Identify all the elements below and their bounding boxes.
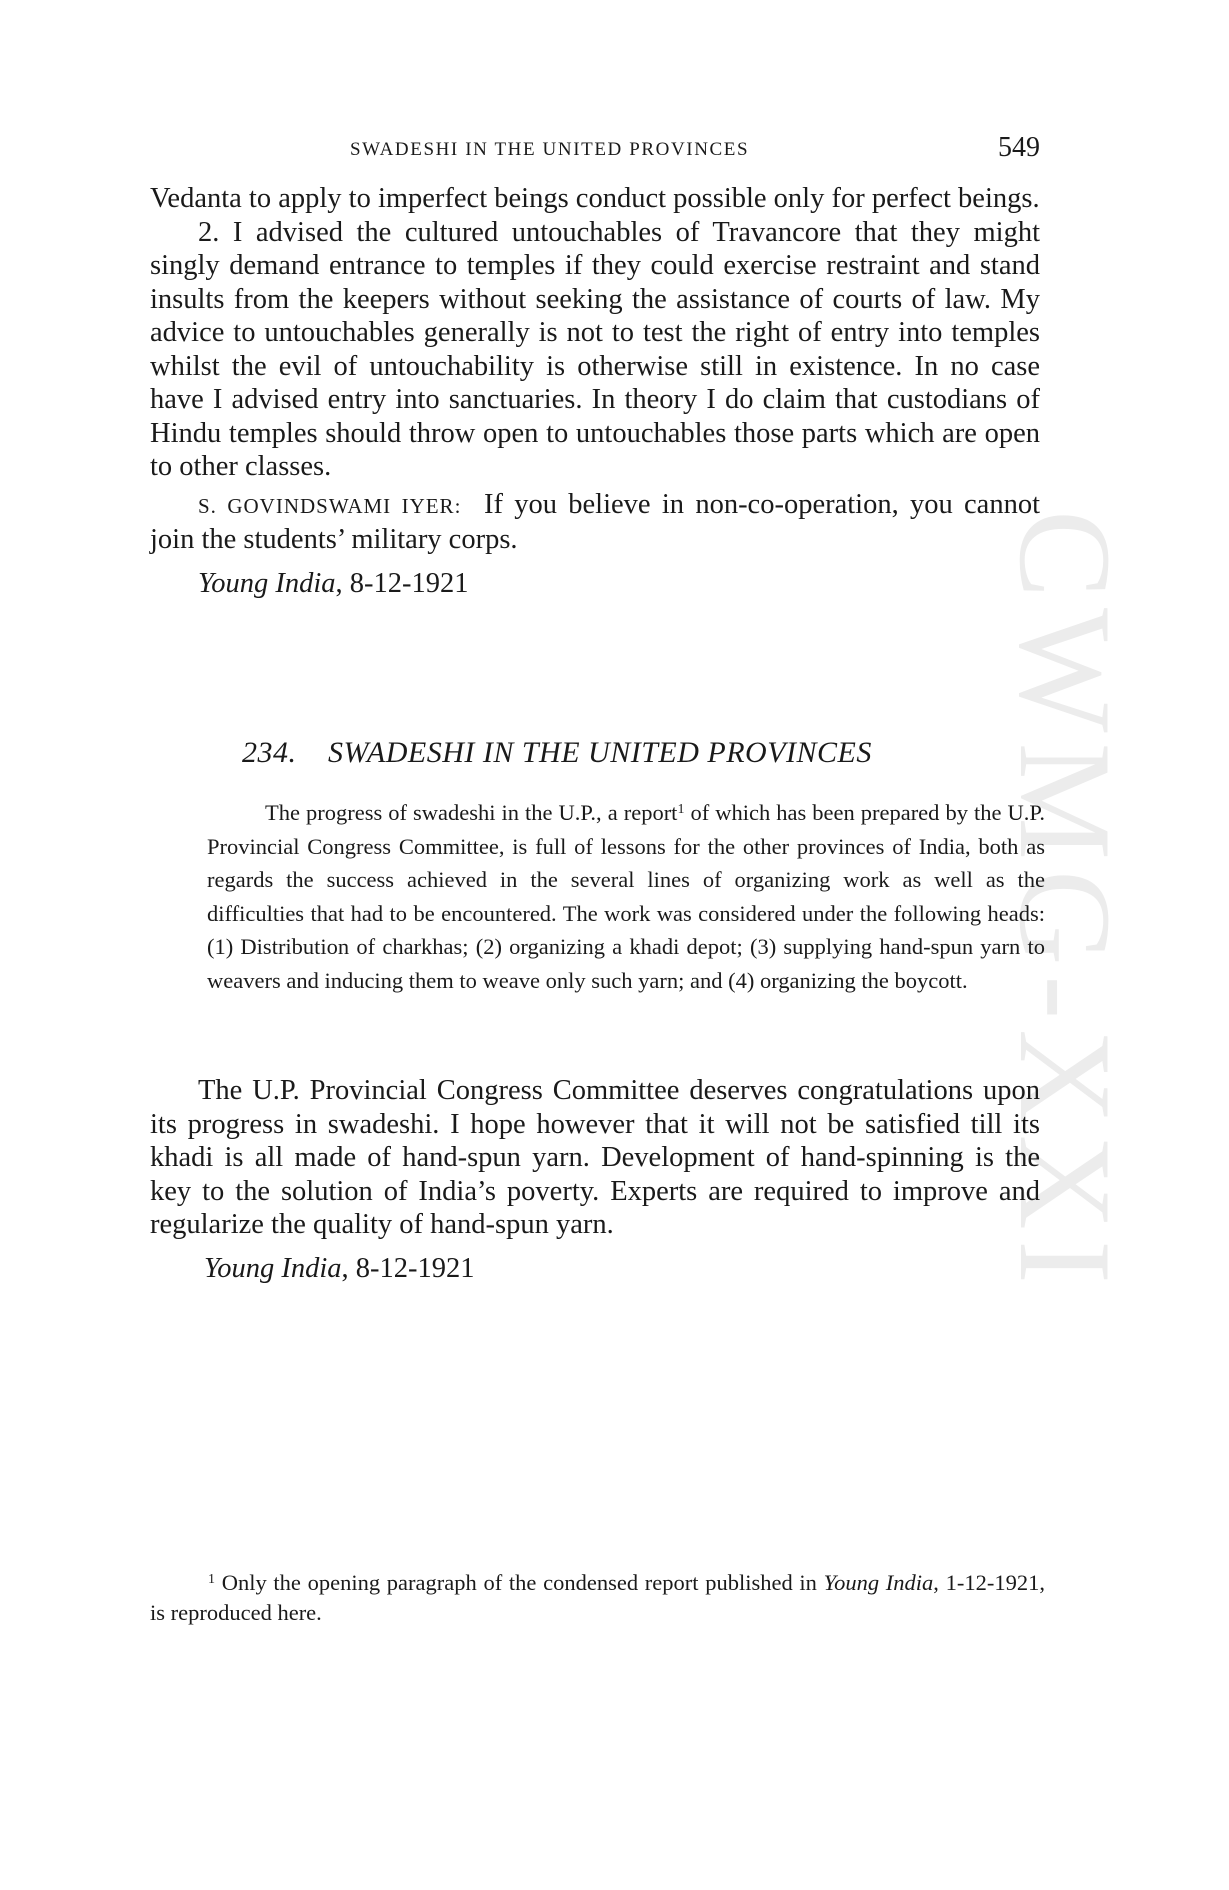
quoted-paragraph: The progress of swadeshi in the U.P., a report$^1$ of which has been prepared by the U.P. Provincial Congress Committee, is full of lessons for the other provinces of India, both as regards the success achieved in the several lines of organizing work as well as the difficulties that had to be encountered. The work was considered under the following heads: (1) Distribution of charkhas; (2) organizing a khadi depot; (3) supplying hand-spun yarn to weavers and inducing them to weave only such yarn; and (4) organizing the boycott. bbox=[207, 800, 1045, 993]
paragraph-continued: Vedanta to apply to imperfect beings conduct possible only for perfect beings. bbox=[150, 183, 1040, 214]
running-head bbox=[150, 132, 1040, 166]
footnote bbox=[150, 1568, 1045, 1628]
quoted-report bbox=[207, 796, 1045, 997]
source-date: , 8-12-1921 bbox=[335, 567, 469, 599]
source-publication: Young India bbox=[198, 567, 336, 599]
article-title-line bbox=[242, 736, 872, 769]
page-number: 549 bbox=[998, 132, 1040, 163]
footnote-marker: 1 bbox=[208, 1572, 215, 1587]
article-number: 234. bbox=[242, 736, 297, 769]
footnote-publication: Young India bbox=[823, 1570, 934, 1595]
continued-text bbox=[150, 182, 1040, 601]
article-source bbox=[150, 1252, 1040, 1286]
article-paragraph: The U.P. Provincial Congress Committee deserves congratulations upon its progress in swadeshi. I hope however that it will not be satisfied till its khadi is all made of hand-spun yarn. Development of hand-spinning is the key to the solution of India’s poverty. Experts are required to improve and regularize the quality of hand-spun yarn. bbox=[150, 1075, 1040, 1240]
running-title: SWADESHI IN THE UNITED PROVINCES bbox=[350, 139, 750, 160]
speaker-name: S. GOVINDSWAMI IYER: bbox=[198, 493, 462, 518]
article-source-date: , 8-12-1921 bbox=[341, 1252, 475, 1284]
article-body bbox=[150, 1074, 1040, 1286]
article-title: SWADESHI IN THE UNITED PROVINCES bbox=[328, 736, 872, 769]
speaker-paragraph bbox=[150, 488, 1040, 557]
footnote-ref: 1 bbox=[677, 802, 685, 817]
watermark: CWMG-XXI bbox=[992, 510, 1139, 1294]
footnote-text: $^1$ Only the opening paragraph of the condensed report published in Young India, 1-12-1921, is reproduced here. bbox=[150, 1570, 1045, 1625]
paragraph-point-2: 2. I advised the cultured untouchables of Travancore that they might singly demand entrance to temples if they could exercise restraint and stand insults from the keepers without seeking the assistance of courts of law. My advice to untouchables generally is not to test the right of entry into temples whilst the evil of untouchability is otherwise still in existence. In no case have I advised entry into sanctuaries. In theory I do claim that custodians of Hindu temples should throw open to untouchables those parts which are open to other classes. bbox=[150, 216, 1040, 482]
article-source-publication: Young India bbox=[204, 1252, 342, 1284]
speaker-text: If you believe in non-co-operation, you cannot join the students’ military corps. bbox=[150, 488, 1040, 555]
source-line bbox=[150, 567, 1040, 601]
article-heading bbox=[242, 736, 1042, 770]
